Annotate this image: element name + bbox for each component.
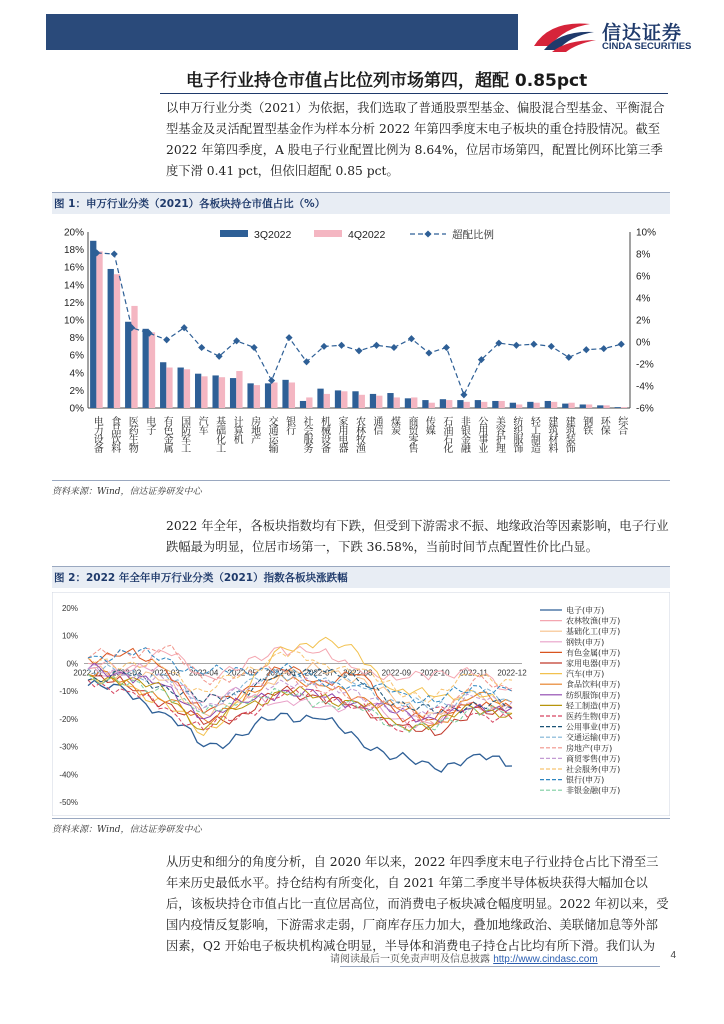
y-tick-left: 18% — [63, 245, 84, 257]
legend-label: 家用电器(申万) — [566, 659, 621, 668]
y-tick-right: 0% — [636, 337, 651, 349]
y-tick-left: 20% — [63, 227, 84, 239]
x-tick: 2022-07 — [304, 668, 334, 678]
bar-3q2022 — [440, 399, 446, 408]
legend-label: 食品饮料(申万) — [566, 680, 621, 690]
x-tick-label: 机械设备 — [318, 416, 330, 452]
figure-1-source: 资料来源：Wind，信达证券研发中心 — [52, 480, 670, 497]
bar-3q2022 — [475, 400, 481, 408]
x-tick-label: 电力设备 — [91, 416, 103, 452]
bar-3q2022 — [457, 400, 463, 408]
bar-4q2022 — [114, 274, 120, 408]
section-title: 电子行业持仓市值占比位列市场第四，超配 0.85pct — [186, 71, 588, 91]
y-tick-right: -2% — [636, 359, 654, 371]
legend-label: 公用事业(申万) — [566, 722, 621, 732]
bar-3q2022 — [317, 389, 323, 408]
legend-label: 非银金融(申万) — [566, 786, 621, 796]
bar-4q2022 — [324, 394, 330, 408]
paragraph-2 — [166, 516, 670, 558]
x-tick-label: 国防军工 — [178, 416, 190, 452]
x-tick-label: 建筑材料 — [545, 416, 557, 452]
legend-label: 有色金属(申万) — [566, 648, 621, 658]
x-tick-label: 医药生物 — [126, 416, 138, 452]
bar-4q2022 — [166, 368, 172, 408]
brand-emblem-icon — [530, 16, 598, 54]
footer-disclaimer: 请阅读最后一页免责声明及信息披露 — [330, 954, 490, 965]
overweight-point — [460, 391, 467, 398]
bar-3q2022 — [545, 401, 551, 408]
bar-3q2022 — [282, 380, 288, 408]
figure-2-chart — [52, 592, 670, 816]
bar-3q2022 — [178, 368, 184, 408]
figure-1-chart — [52, 216, 670, 480]
header-bar — [46, 14, 518, 50]
overweight-point — [583, 346, 590, 353]
x-tick-label: 农林牧渔 — [353, 416, 365, 452]
overweight-point — [198, 344, 205, 351]
overweight-point — [373, 342, 380, 349]
x-tick-label: 基础化工 — [213, 416, 225, 452]
bar-4q2022 — [499, 401, 505, 408]
bar-4q2022 — [603, 405, 609, 408]
bar-chart — [52, 216, 670, 480]
bar-3q2022 — [492, 401, 498, 408]
x-tick-label: 建筑装饰 — [563, 416, 575, 452]
bar-3q2022 — [405, 398, 411, 408]
overweight-point — [618, 341, 625, 348]
figure-2-caption: 图 2：2022 年全年申万行业分类（2021）指数各板块涨跌幅 — [52, 566, 670, 588]
bar-3q2022 — [300, 401, 306, 408]
x-tick: 2022-06 — [266, 668, 296, 678]
legend-label: 纺织服饰(申万) — [566, 690, 621, 700]
x-tick-label: 石油石化 — [440, 416, 452, 452]
y-tick: 0% — [66, 659, 78, 669]
legend-marker — [424, 230, 431, 237]
bar-3q2022 — [212, 375, 218, 408]
paragraph-1 — [166, 98, 670, 182]
x-tick-label: 综合 — [615, 416, 627, 434]
bar-4q2022 — [376, 396, 382, 408]
y-tick-left: 0% — [69, 403, 84, 415]
bar-3q2022 — [265, 383, 271, 408]
bar-4q2022 — [394, 397, 400, 408]
x-tick-label: 食品饮料 — [108, 416, 120, 452]
legend-label: 基础化工(申万) — [566, 627, 621, 637]
bar-4q2022 — [341, 391, 347, 408]
x-tick-label: 有色金属 — [161, 416, 173, 452]
legend-label: 钢铁(申万) — [566, 637, 605, 647]
y-tick-right: 6% — [636, 271, 651, 283]
page-number: 4 — [670, 950, 676, 961]
bar-3q2022 — [108, 269, 114, 408]
bar-4q2022 — [131, 306, 137, 408]
x-tick-label: 汽车 — [196, 416, 208, 434]
bar-3q2022 — [387, 393, 393, 408]
y-tick-right: 10% — [636, 227, 657, 239]
paragraph-3-text: 从历史和细分的角度分析，自 2020 年以来，2022 年四季度末电子行业持仓占比下滑至三年来历史最低水平。持仓结构有所变化，自 2021 年第二季度半导体板块获得大幅加仓以后，该板块持仓市值占比一直位居高位，而消费电子板块减仓幅度明显。2022 年初以来，受国内疫情反复影响，下游需求走弱，厂商库存压力加大，叠加地缘政治、美联储加息等外部因素，Q2 开始电子板块机构减仓明显，半导体和消费电子持仓占比均有所下滑。我们认为 — [166, 855, 669, 953]
overweight-point — [425, 349, 432, 356]
legend-label: 商贸零售(申万) — [566, 754, 621, 764]
overweight-point — [286, 334, 293, 341]
y-tick: 20% — [61, 604, 78, 613]
overweight-point — [251, 344, 258, 351]
overweight-point — [565, 354, 572, 361]
legend-label: 交通运输(申万) — [566, 733, 621, 743]
bar-4q2022 — [306, 397, 312, 408]
x-tick-label: 煤炭 — [388, 416, 400, 434]
figure-2-source: 资料来源：Wind，信达证券研发中心 — [52, 818, 670, 835]
bar-4q2022 — [621, 407, 627, 408]
x-tick: 2022-02 — [111, 668, 142, 678]
bar-4q2022 — [219, 377, 225, 408]
legend-label: 农林牧渔(申万) — [566, 616, 621, 626]
x-tick: 2022-11 — [459, 668, 488, 678]
legend-swatch — [314, 230, 342, 237]
x-tick-label: 非银金融 — [458, 416, 470, 452]
x-tick-label: 家用电器 — [336, 416, 348, 452]
bar-4q2022 — [271, 382, 277, 408]
bar-4q2022 — [184, 369, 190, 408]
bar-3q2022 — [510, 403, 516, 408]
legend-swatch — [220, 230, 248, 237]
overweight-point — [111, 250, 118, 257]
legend-label: 3Q2022 — [254, 229, 292, 241]
y-tick-left: 6% — [69, 350, 84, 362]
x-tick-label: 社会服务 — [301, 416, 313, 452]
y-tick-left: 4% — [69, 368, 84, 380]
bar-4q2022 — [411, 397, 417, 408]
overweight-point — [600, 345, 607, 352]
bar-4q2022 — [96, 251, 102, 408]
bar-4q2022 — [533, 403, 539, 408]
x-tick-label: 房地产 — [248, 416, 260, 443]
y-tick: -10% — [59, 687, 78, 697]
y-tick-right: 8% — [636, 249, 651, 261]
y-tick: -40% — [59, 770, 78, 780]
x-tick-label: 轻工制造 — [528, 416, 540, 452]
overweight-point — [530, 341, 537, 348]
x-tick: 2022-12 — [497, 668, 527, 678]
y-tick: -30% — [59, 742, 78, 752]
x-tick-label: 美容护理 — [493, 416, 505, 452]
title-divider — [160, 93, 668, 94]
bar-4q2022 — [359, 395, 365, 408]
y-tick: 10% — [61, 631, 78, 641]
y-tick-left: 10% — [63, 315, 84, 327]
x-tick-label: 商贸零售 — [405, 416, 417, 452]
bar-3q2022 — [160, 362, 166, 408]
bar-4q2022 — [254, 385, 260, 408]
y-tick-right: -4% — [636, 381, 654, 393]
x-tick-label: 电子 — [143, 416, 155, 434]
y-tick: -20% — [59, 714, 78, 724]
bar-3q2022 — [422, 400, 428, 408]
x-tick-label: 钢铁 — [580, 416, 592, 434]
legend-label: 房地产(申万) — [566, 743, 613, 753]
bar-4q2022 — [201, 376, 207, 408]
bar-3q2022 — [352, 391, 358, 408]
bar-4q2022 — [446, 400, 452, 408]
y-tick-left: 2% — [69, 385, 84, 397]
legend-label: 4Q2022 — [348, 229, 386, 241]
bar-3q2022 — [597, 405, 603, 408]
y-tick: -50% — [59, 798, 78, 807]
y-tick-left: 14% — [63, 280, 84, 292]
bar-4q2022 — [464, 402, 470, 408]
x-tick-label: 纺织服饰 — [510, 416, 522, 452]
x-tick-label: 计算机 — [231, 416, 243, 443]
overweight-point — [513, 342, 520, 349]
legend-label: 轻工制造(申万) — [566, 701, 621, 711]
overweight-line — [97, 253, 622, 395]
legend-label: 银行(申万) — [566, 775, 605, 785]
bar-4q2022 — [516, 404, 522, 408]
bar-4q2022 — [481, 402, 487, 408]
bar-3q2022 — [335, 390, 341, 408]
x-tick: 2022-10 — [420, 668, 450, 678]
y-tick-right: 2% — [636, 315, 651, 327]
bar-4q2022 — [551, 402, 557, 408]
y-tick-left: 8% — [69, 333, 84, 345]
x-tick-label: 环保 — [598, 416, 610, 434]
paragraph-1-text: 以申万行业分类（2021）为依据，我们选取了普通股票型基金、偏股混合型基金、平衡混合型基金及灵活配置型基金作为样本分析 2022 年第四季度末电子板块的重仓持股情况。截至 2022 年第四季度，A 股电子行业配置比例为 8.64%，位居市场第四，配置比例环比第三季度下滑 0.41 pct，但依旧超配 0.85 pct。 — [166, 101, 665, 178]
brand-logo — [530, 14, 710, 54]
x-tick: 2022-09 — [381, 668, 412, 678]
bar-3q2022 — [370, 394, 376, 408]
x-tick: 2022-08 — [343, 668, 373, 678]
x-tick-label: 通信 — [370, 416, 382, 434]
y-tick-right: 4% — [636, 293, 651, 305]
bar-3q2022 — [562, 404, 568, 408]
bar-3q2022 — [580, 404, 586, 408]
bar-3q2022 — [125, 322, 131, 408]
overweight-point — [408, 335, 415, 342]
legend-label: 汽车(申万) — [566, 669, 605, 679]
bar-3q2022 — [90, 241, 96, 408]
bar-4q2022 — [236, 371, 242, 408]
overweight-point — [338, 342, 345, 349]
x-tick-label: 公用事业 — [475, 416, 487, 452]
bar-4q2022 — [586, 404, 592, 408]
x-tick: 2022-05 — [227, 668, 257, 678]
x-tick: 2022-04 — [188, 668, 219, 678]
x-tick-label: 银行 — [283, 416, 295, 434]
bar-3q2022 — [615, 407, 621, 408]
overweight-point — [355, 347, 362, 354]
brand-name-en: CINDA SECURITIES — [602, 41, 692, 52]
x-tick-label: 交通运输 — [266, 416, 278, 452]
bar-4q2022 — [568, 403, 574, 408]
bar-3q2022 — [247, 383, 253, 408]
overweight-point — [390, 344, 397, 351]
footer-divider — [340, 966, 660, 967]
brand-name-cn: 信达证券 — [602, 22, 683, 44]
legend-label: 超配比例 — [452, 229, 494, 241]
overweight-point — [163, 336, 170, 343]
paragraph-3 — [166, 852, 670, 957]
legend-label: 电子(申万) — [566, 606, 605, 615]
bar-4q2022 — [149, 332, 155, 408]
bar-3q2022 — [143, 329, 149, 408]
overweight-point — [548, 343, 555, 350]
x-tick: 2022-03 — [150, 668, 180, 678]
y-tick-left: 16% — [63, 262, 84, 274]
y-tick-right: -6% — [636, 403, 654, 415]
x-tick: 2022-01 — [73, 668, 103, 678]
paragraph-2-text: 2022 年全年，各板块指数均有下跌，但受到下游需求不振、地缘政治等因素影响，电子行业跌幅最为明显，位居市场第一，下跌 36.58%，当前时间节点配置性价比凸显。 — [166, 519, 669, 554]
bar-4q2022 — [429, 403, 435, 408]
x-tick-label: 传媒 — [423, 416, 435, 434]
y-tick-left: 12% — [63, 297, 84, 309]
bar-3q2022 — [527, 402, 533, 408]
legend-label: 社会服务(申万) — [566, 765, 621, 774]
overweight-point — [443, 344, 450, 351]
bar-3q2022 — [230, 378, 236, 408]
line-chart — [52, 592, 670, 816]
figure-1-caption: 图 1：申万行业分类（2021）各板块持仓市值占比（%） — [52, 192, 670, 214]
footer-link[interactable]: http://www.cindasc.com — [493, 954, 598, 965]
bar-3q2022 — [195, 374, 201, 408]
bar-4q2022 — [289, 382, 295, 408]
legend-label: 医药生物(申万) — [566, 712, 621, 721]
